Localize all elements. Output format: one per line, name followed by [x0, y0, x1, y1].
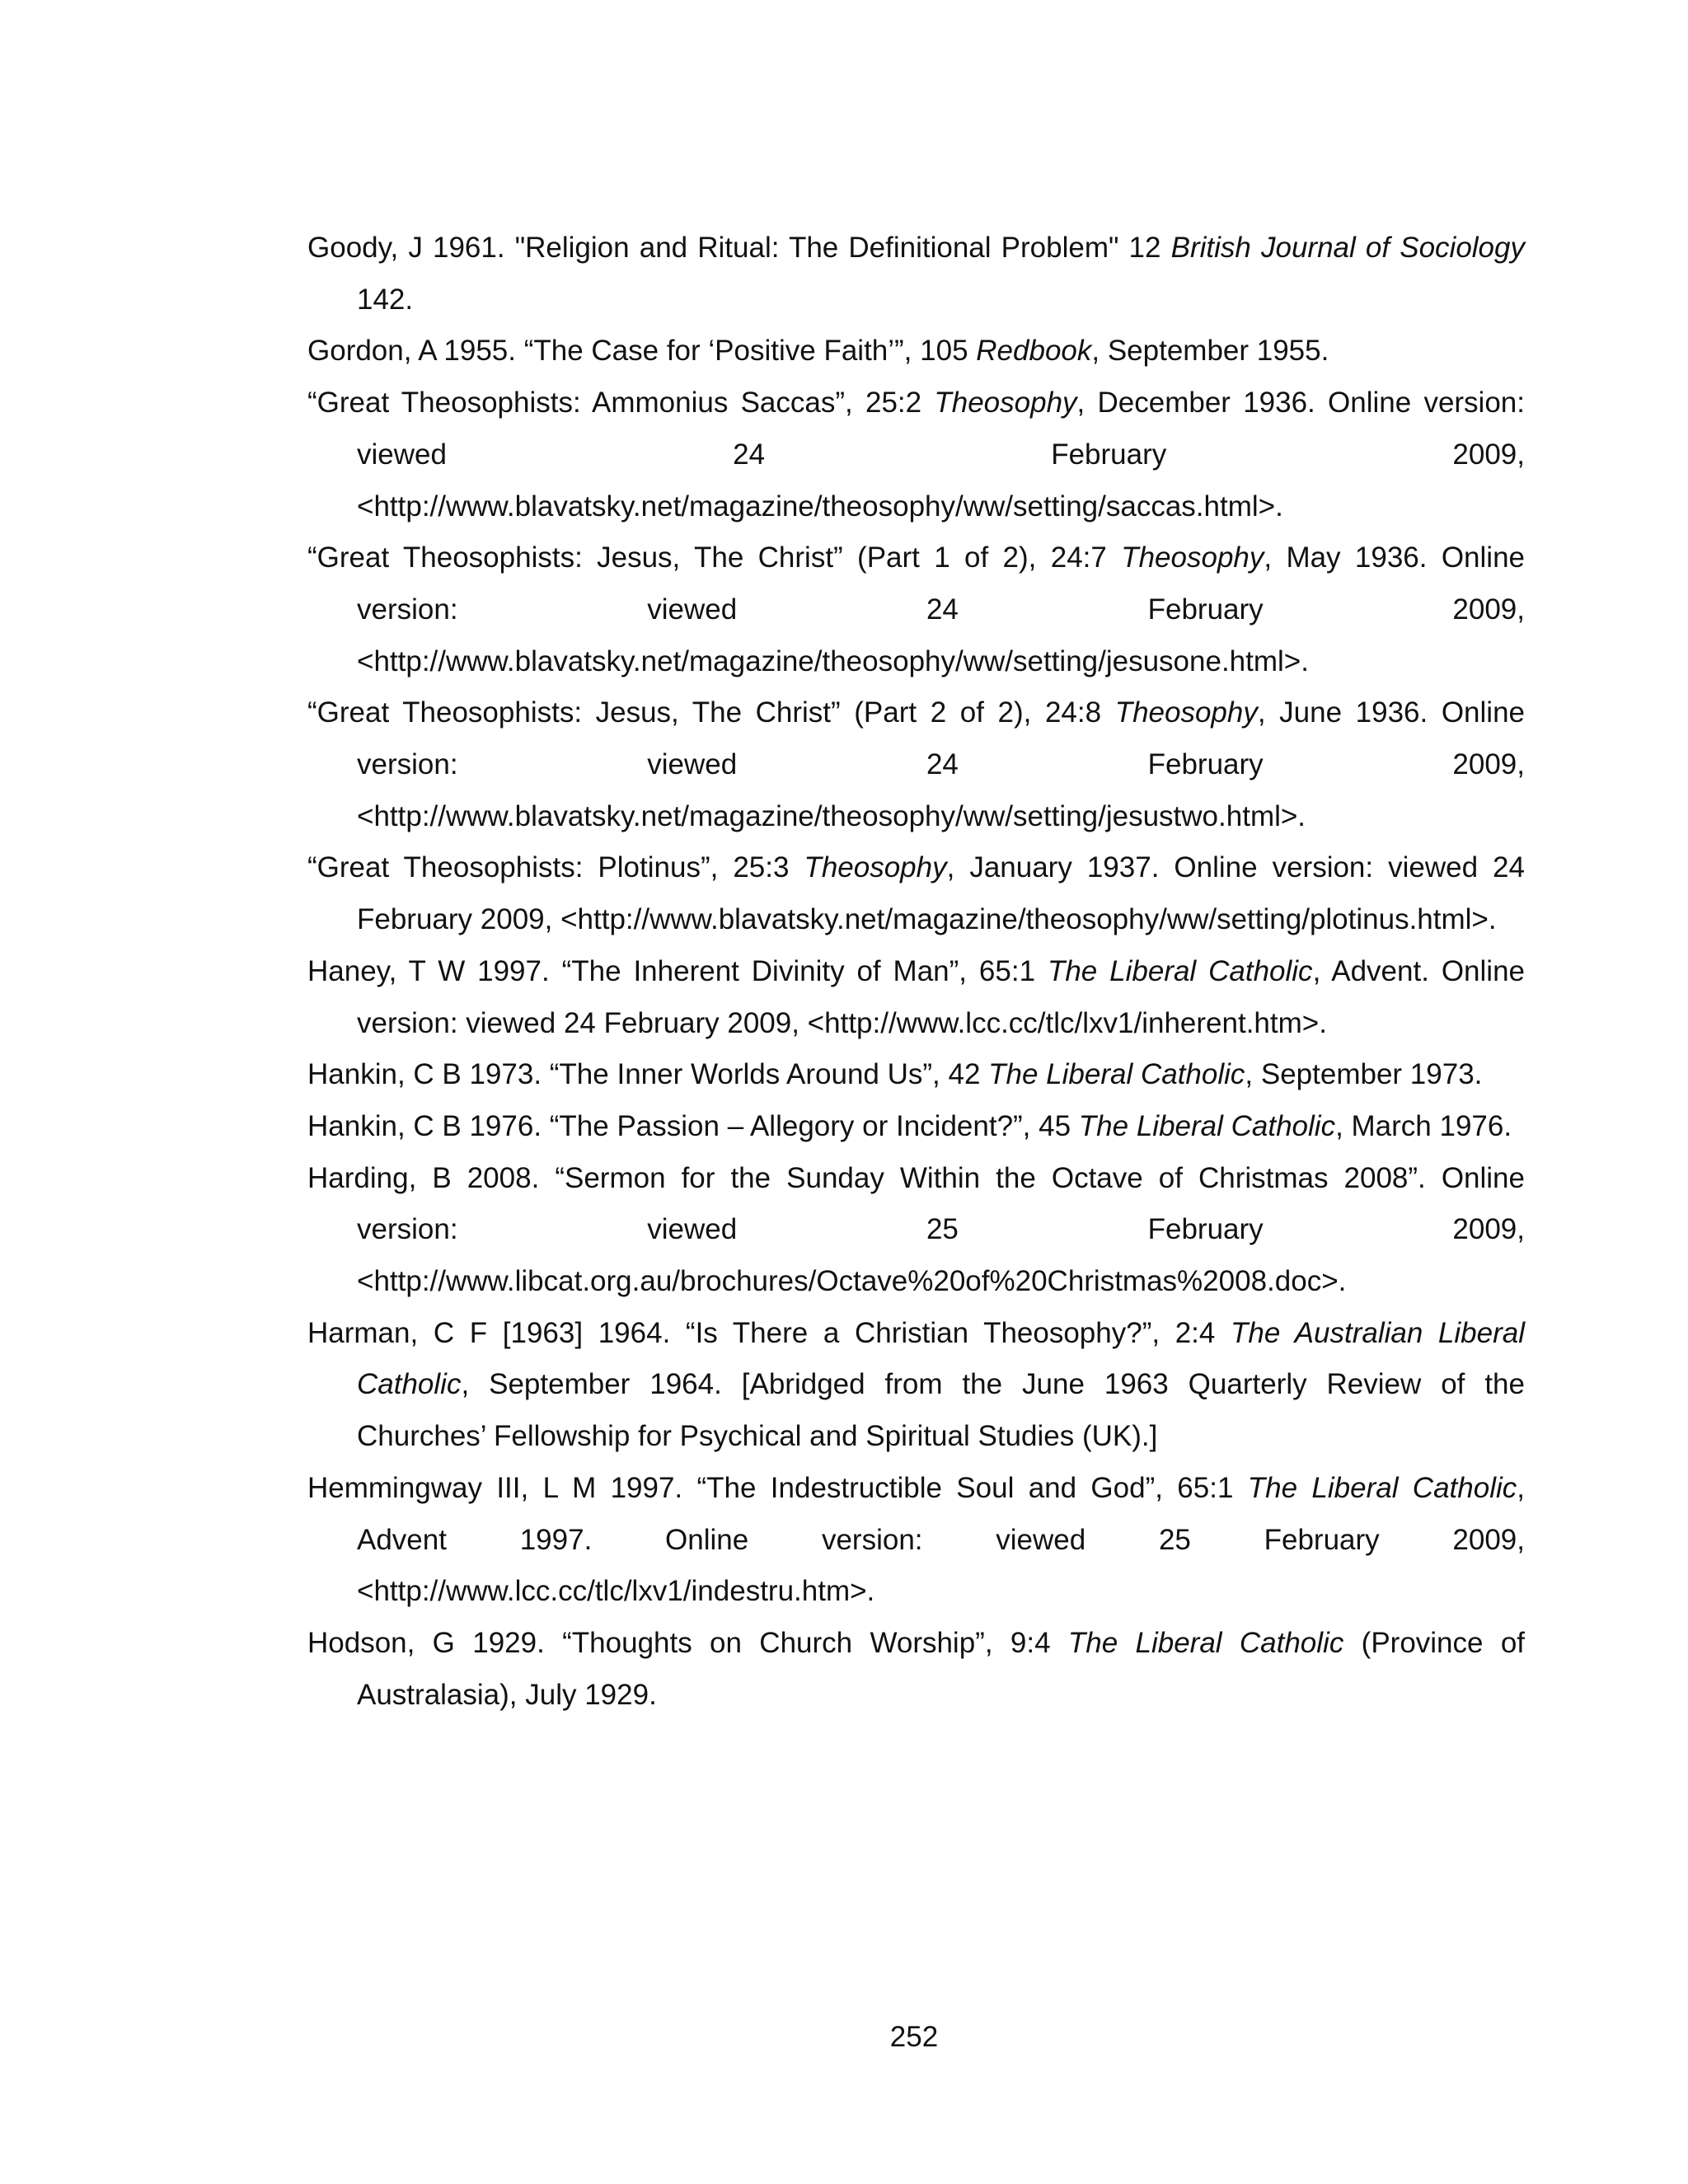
reference-entry: “Great Theosophists: Plotinus”, 25:3 Theosophy, January 1937. Online version: viewed 24 February 2009, <http://www.blavatsky.net/magazine/theosophy/ww/setting/plotinus.html>.: [307, 851, 1525, 936]
reference-entry: Goody, J 1961. "Religion and Ritual: The Definitional Problem" 12 British Journal of Sociology 142.: [307, 232, 1525, 316]
reference-entry: Harman, C F [1963] 1964. “Is There a Christian Theosophy?”, 2:4 The Australian Liberal Catholic, September 1964. [Abridged from the June 1963 Quarterly Review of the Churches’ Fellowship for Psychical and Spiritual Studies (UK).]: [307, 1316, 1525, 1453]
reference-entry: Hankin, C B 1976. “The Passion – Allegory or Incident?”, 45 The Liberal Catholic, March 1976.: [307, 1109, 1512, 1142]
reference-entry: Hodson, G 1929. “Thoughts on Church Worship”, 9:4 The Liberal Catholic (Province of Australasia), July 1929.: [307, 1626, 1526, 1711]
reference-entry: “Great Theosophists: Jesus, The Christ” (Part 1 of 2), 24:7 Theosophy, May 1936. Online version: viewed 24 February 2009, <http://www.blavatsky.net/magazine/theosophy/ww/setting/jesusone.html>.: [307, 541, 1525, 677]
reference-entry: Harding, B 2008. “Sermon for the Sunday Within the Octave of Christmas 2008”. Online version: viewed 25 February 2009, <http://www.libcat.org.au/brochures/Octave%20of%20Christmas%2008.doc>.: [307, 1161, 1525, 1298]
reference-entry: Hemmingway III, L M 1997. “The Indestructible Soul and God”, 65:1 The Liberal Catholic, Advent 1997. Online version: viewed 25 February 2009, <http://www.lcc.cc/tlc/lxv1/indestru.htm>.: [307, 1471, 1525, 1608]
reference-entry: Gordon, A 1955. “The Case for ‘Positive Faith’”, 105 Redbook, September 1955.: [307, 335, 1329, 368]
reference-list: [307, 223, 1525, 1721]
reference-entry: “Great Theosophists: Ammonius Saccas”, 25:2 Theosophy, December 1936. Online version: viewed 24 February 2009, <http://www.blavatsky.net/magazine/theosophy/ww/setting/saccas.html>.: [307, 387, 1525, 523]
reference-entry: “Great Theosophists: Jesus, The Christ” (Part 2 of 2), 24:8 Theosophy, June 1936. Online version: viewed 24 February 2009, <http://www.blavatsky.net/magazine/theosophy/ww/setting/jesustwo.html>.: [307, 696, 1525, 832]
reference-entry: Hankin, C B 1973. “The Inner Worlds Around Us”, 42 The Liberal Catholic, September 1973.: [307, 1058, 1483, 1091]
page-number: 252: [889, 2021, 939, 2053]
reference-entry: Haney, T W 1997. “The Inherent Divinity of Man”, 65:1 The Liberal Catholic, Advent. Online version: viewed 24 February 2009, <http://www.lcc.cc/tlc/lxv1/inherent.htm>.: [307, 954, 1526, 1039]
